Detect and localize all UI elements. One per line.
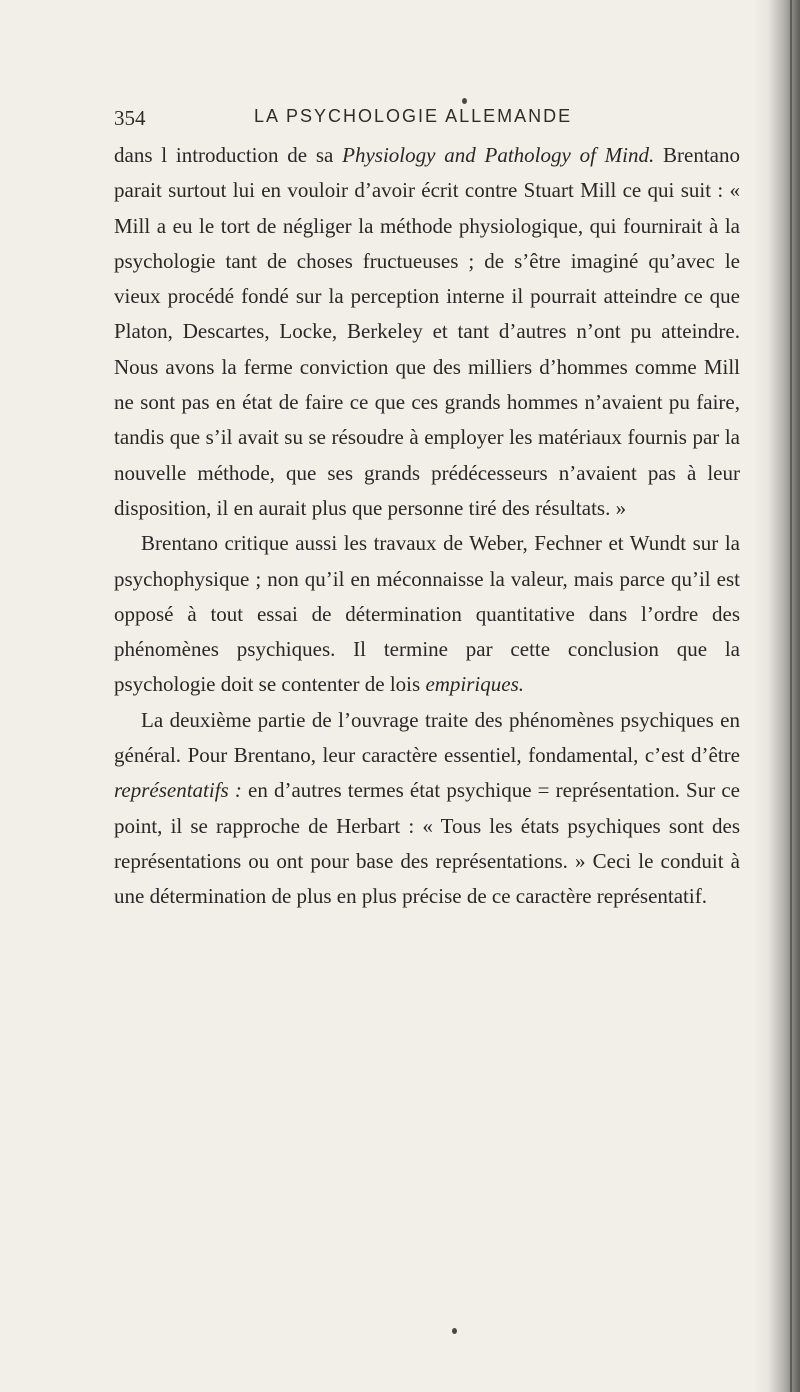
- italic-text: empiriques.: [425, 672, 525, 697]
- page-edge-shadow: [754, 0, 800, 1392]
- paragraph: [114, 138, 740, 526]
- binding-edge-line: [790, 0, 792, 1392]
- page-header: [114, 106, 714, 132]
- paragraph: [114, 703, 740, 915]
- print-speck: [452, 1328, 457, 1334]
- print-speck: [462, 98, 467, 104]
- text-run: dans l introduction de sa: [114, 143, 343, 167]
- italic-text: Physiology and Pathology of Mind.: [342, 143, 655, 167]
- text-run: Brentano parait surtout lui en vouloir d’avoir écrit contre Stuart Mill ce qui suit : « Mill a eu le tort de négliger la méthode physiologique, qui fournirait à la psychologie tant de choses fructueuses ; de s’être imaginé qu’avec le vieux procédé fondé sur la perception interne il pourrait atteindre ce que Platon, Descartes, Locke, Berkeley et tant d’autres n’ont pu atteindre. Nous avons la ferme conviction que des milliers d’hommes comme Mill ne sont pas en état de faire ce que ces grands hommes n’avaient pu faire, tandis que s’il avait su se résoudre à employer les matériaux fournis par la nouvelle méthode, que ses grands prédécesseurs n’avaient pas à leur disposition, il en aurait plus que personne tiré des résultats. »: [114, 143, 740, 520]
- text-run: Brentano critique aussi les travaux de Weber, Fechner et Wundt sur la psychophysique ; non qu’il en méconnaisse la valeur, mais parce qu’il est opposé à tout essai de détermination quantitative dans l’ordre des phénomènes psychiques. Il termine par cette conclusion que la psychologie doit se contenter de lois: [114, 531, 740, 697]
- text-run: en d’autres termes état psychique = représentation. Sur ce point, il se rapproche de Herbart : « Tous les états psychiques sont des représentations ou ont pour base des représentations. » Ceci le conduit à une détermination de plus en plus précise de ce caractère représentatif.: [114, 778, 740, 909]
- text-run: La deuxième partie de l’ouvrage traite des phénomènes psychiques en général. Pour Brentano, leur caractère essentiel, fondamental, c’est d’être: [114, 707, 740, 768]
- italic-text: représentatifs :: [114, 778, 242, 803]
- page-number: 354: [114, 106, 146, 130]
- paragraph: [114, 526, 740, 702]
- running-title: LA PSYCHOLOGIE ALLEMANDE: [254, 106, 573, 126]
- body-text: [114, 138, 740, 915]
